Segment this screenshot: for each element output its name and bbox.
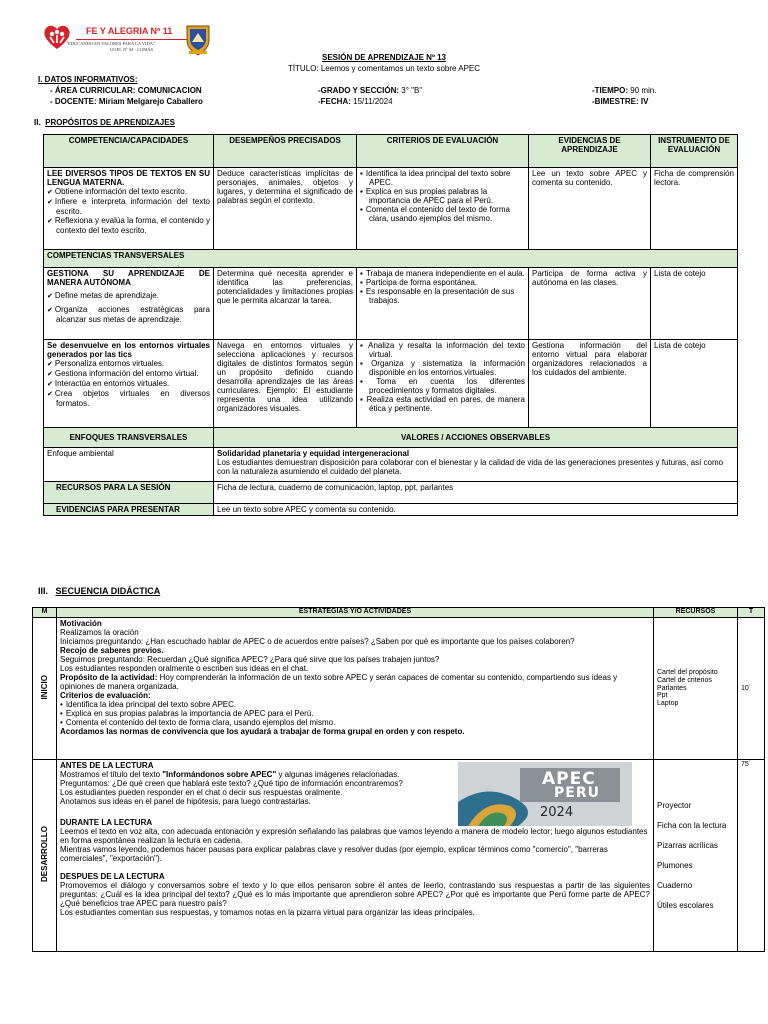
recurso-item: Laptop <box>657 700 679 708</box>
session-subtitle-text: Leemos y comentamos un texto sobre APEC <box>320 64 481 73</box>
antes-intro-title: "Informándonos sobre APEC" <box>162 770 277 780</box>
criterios-heading: Criterios de evaluación: <box>60 691 151 701</box>
enfoques-label: ENFOQUES TRANSVERSALES <box>44 428 214 448</box>
text-line: Anotamos sus ideas en el panel de hipótesis, para luego contrastarlas. <box>60 797 311 807</box>
propositos-table <box>43 134 738 516</box>
text-line: Leemos el texto en voz alta, con adecuada entonación y expresión señalando las palabras que vamos leyendo a manera de modelo lector; luego algunos estudiantes en forma espontánea realizan la lectura en cadena. <box>60 827 648 846</box>
recurso-item: Cartel de criterios <box>657 676 712 684</box>
col-instrumento: INSTRUMENTO DE EVALUACIÓN <box>651 135 738 168</box>
proposito-label: Propósito de la actividad: <box>60 673 158 683</box>
desarrollo-row <box>33 760 765 952</box>
secuencia-heading-text: SECUENCIA DIDÁCTICA <box>55 586 161 596</box>
inicio-tiempo: 10´ <box>738 618 765 760</box>
text-line: Seguimos preguntando: Recuerdan ¿Qué significa APEC? ¿Para qué sirve que los países trabajen juntos? <box>60 655 440 665</box>
secuencia-heading-num: III. <box>38 586 49 596</box>
text-line: Mientras vamos leyendo, podemos hacer pausas para explicar palabras clave y resolver dudas (por ejemplo, explicar términos como "comercio", "barreras comerciales", "exportación"). <box>60 845 608 864</box>
propositos-row-lectura <box>44 168 738 250</box>
col-criterios: CRITERIOS DE EVALUACIÓN <box>357 135 529 168</box>
desarrollo-tiempo: 75´ <box>738 760 765 952</box>
criterio-item: ▪ Toma en cuenta los diferentes procedimientos y formatos digitales. <box>360 377 525 395</box>
text-line: Los estudiantes comentan sus respuestas, y tomamos notas en la pizarra virtual para organizar las ideas principales. <box>60 908 475 918</box>
competencia-cell <box>44 168 214 250</box>
antes-heading: ANTES DE LA LECTURA <box>60 761 154 770</box>
criterio-item: • Identifica la idea principal del texto sobre APEC. <box>60 700 650 709</box>
school-heart-logo <box>42 22 72 52</box>
capacidad-item: ✔ Organiza acciones estratégicas para alcanzar sus metas de aprendizaje. <box>47 305 210 324</box>
proposito-paragraph <box>60 673 650 691</box>
criterio-item: ▪ Participa de forma espontánea. <box>360 278 525 287</box>
criterios-cell <box>357 340 529 428</box>
competencia-cell <box>44 268 214 340</box>
transversales-label-row <box>44 250 738 268</box>
motivacion-heading: Motivación <box>60 619 102 628</box>
competencia-title: LEE DIVERSOS TIPOS DE TEXTOS EN SU LENGUA MATERNA. <box>47 169 210 188</box>
col-recursos: RECURSOS <box>654 608 738 618</box>
capacidad-item: ✔ Personaliza entornos virtuales. <box>47 359 210 369</box>
recurso-item: Plumones <box>657 861 693 870</box>
antes-intro-post: y algunas imágenes relacionadas. <box>276 770 400 780</box>
criterio-item: • Explica en sus propias palabras la importancia de APEC para el Perú. <box>60 709 650 718</box>
evidencias-row <box>44 504 738 516</box>
text-line: Realizamos la oración <box>60 628 139 638</box>
enfoques-header-row <box>44 428 738 448</box>
col-evidencias: EVIDENCIAS DE APRENDIZAJE <box>529 135 651 168</box>
antes-intro-pre: Mostramos el título del texto <box>60 770 163 780</box>
valor-cell <box>214 448 738 482</box>
image-text-year: 2024 <box>540 805 574 820</box>
inicio-content <box>57 618 654 760</box>
inicio-label: INICIO <box>39 675 49 700</box>
evidencias-label: EVIDENCIAS PARA PRESENTAR <box>44 504 214 516</box>
criterio-item: ▪ Organiza y sistematiza la información disponible en los entornos virtuales. <box>360 359 525 377</box>
criterio-item: ▪ Analiza y resalta la información del texto virtual. <box>360 341 525 359</box>
recurso-item: Cartel del propósito <box>657 668 718 676</box>
propositos-row-tics <box>44 340 738 428</box>
docente: - DOCENTE: Miriam Melgarejo Caballero <box>50 97 203 106</box>
evidencia-cell: Gestiona información del entorno virtual para elaborar organizadores relacionados a los cuidados del ambiente. <box>529 340 651 428</box>
recurso-item: Útiles escolares <box>657 901 714 911</box>
criterio-item: ▪ Realiza esta actividad en pares, de manera ética y pertinente. <box>360 395 525 413</box>
bimestre-label: -BIMESTRE: <box>592 97 639 106</box>
session-subtitle <box>0 64 768 73</box>
grado-value: 3° "B" <box>401 86 423 95</box>
evidencia-cell: Participa de forma activa y autónoma en las clases. <box>529 268 651 340</box>
proposito-text: Hoy comprenderán la información de un texto sobre APEC y serán capaces de comentar su contenido, compartiendo sus ideas y opiniones de manera organizada. <box>60 673 618 692</box>
criterio-item: ▪ Explica en sus propias palabras la importancia de APEC para el Perú. <box>360 187 525 205</box>
secuencia-header-row <box>33 608 765 618</box>
competencia-title: GESTIONA SU APRENDIZAJE DE MANERA AUTÓNOMA <box>47 269 210 288</box>
datos-heading: I. DATOS INFORMATIVOS: <box>38 75 138 84</box>
transversales-label: COMPETENCIAS TRANSVERSALES <box>44 250 738 268</box>
capacidad-item: ✔ Infiere e interpreta información del texto escrito. <box>47 197 210 216</box>
logo-divider <box>76 39 196 40</box>
tiempo <box>592 86 656 95</box>
capacidades-list <box>47 187 210 235</box>
fecha-label: -FECHA: <box>318 97 351 106</box>
school-crest-logo <box>185 24 211 56</box>
text-line: Los estudiantes responden oralmente o escriben sus ideas en el chat. <box>60 664 309 674</box>
competencia-cell <box>44 340 214 428</box>
secuencia-heading <box>38 586 160 596</box>
despues-heading: DESPUES DE LA LECTURA <box>60 872 165 882</box>
capacidad-item: ✔ Define metas de aprendizaje. <box>47 291 210 301</box>
criterios-cell <box>357 168 529 250</box>
tiempo-label: -TIEMPO: <box>592 86 628 95</box>
area-curricular: - ÁREA CURRICULAR: COMUNICACION <box>50 86 202 95</box>
valor-text: Los estudiantes demuestran disposición para colaborar con el bienestar y la calidad de vida de las generaciones presentes y futuras, así como con la naturaleza asumiendo el cuidado del planeta. <box>217 458 724 477</box>
capacidad-item: ✔ Reflexiona y evalúa la forma, el contenido y contexto del texto escrito. <box>47 216 210 235</box>
image-text-apec: APEC <box>542 769 596 789</box>
text-line: Iniciamos preguntando: ¿Han escuchado hablar de APEC o de acuerdos entre países? ¿Saben por qué es importante que los países colaboren? <box>60 637 575 647</box>
recurso-item: Ficha con la lectura <box>657 820 727 830</box>
desarrollo-label-cell <box>33 760 57 952</box>
capacidad-item: ✔ Gestiona información del entorno virtual. <box>47 369 210 379</box>
normas-text: Acordamos las normas de convivencia que los ayudará a trabajar de forma grupal en orden y con respeto. <box>60 727 465 737</box>
enfoque-row <box>44 448 738 482</box>
instrumento-cell: Lista de cotejo <box>651 340 738 428</box>
valores-label: VALORES / ACCIONES OBSERVABLES <box>214 428 738 448</box>
criterio-item: ▪ Identifica la idea principal del texto sobre APEC. <box>360 169 525 187</box>
col-estrategias: ESTRATEGIAS Y/O ACTIVIDADES <box>57 608 654 618</box>
desarrollo-content <box>57 760 654 952</box>
desempeno-cell: Deduce características implícitas de personajes, animales, objetos y lugares, y determina el significado de palabras según el contexto. <box>214 168 357 250</box>
valor-title: Solidaridad planetaria y equidad intergeneracional <box>217 449 410 458</box>
secuencia-table <box>32 607 765 952</box>
col-competencia: COMPETENCIA/CAPACIDADES <box>44 135 214 168</box>
school-name: FE Y ALEGRIA Nº 11 <box>86 26 173 36</box>
school-ugel: UGEL Nº 04 - COMAS <box>110 47 153 52</box>
recursos-row <box>44 482 738 504</box>
image-text-peru: PERU <box>554 785 600 801</box>
evidencia-cell: Lee un texto sobre APEC y comenta su contenido. <box>529 168 651 250</box>
apec-peru-2024-image <box>458 762 632 826</box>
col-momento: M <box>33 608 57 618</box>
criterio-item: ▪ Trabaja de manera independiente en el aula. <box>360 269 525 278</box>
instrumento-cell: Lista de cotejo <box>651 268 738 340</box>
bimestre-value: IV <box>640 97 649 106</box>
recurso-item: Pizarras acrílicas <box>657 840 718 850</box>
propositos-heading <box>34 118 175 127</box>
grado-label: -GRADO Y SECCIÓN: <box>318 86 400 95</box>
propositos-header-row <box>44 135 738 168</box>
text-line: Los estudiantes pueden responder en el chat o decir sus respuestas oralmente. <box>60 788 343 798</box>
recurso-item: Ppt <box>657 692 668 700</box>
evidencias-cell: Lee un texto sobre APEC y comenta su contenido. <box>214 504 738 516</box>
propositos-row-gestiona <box>44 268 738 340</box>
col-desempenos: DESEMPEÑOS PRECISADOS <box>214 135 357 168</box>
text-line: Preguntamos: ¿De qué creen que hablará este texto? ¿Qué tipo de información encontraremos? <box>60 779 403 789</box>
recurso-item: Parlantes <box>657 684 687 692</box>
inicio-label-cell <box>33 618 57 760</box>
durante-heading: DURANTE LA LECTURA <box>60 818 153 828</box>
propositos-heading-num: II. <box>34 118 41 127</box>
inicio-row <box>33 618 765 760</box>
fecha <box>318 97 393 106</box>
desarrollo-label: DESARROLLO <box>39 826 49 883</box>
criterio-item: ▪ Es responsable en la presentación de sus trabajos. <box>360 287 525 305</box>
school-motto: "EDUCANDO EN VALORES PARA LA VIDA" <box>66 41 155 46</box>
tiempo-value: 90 min. <box>630 86 657 95</box>
criterios-cell <box>357 268 529 340</box>
competencia-title: Se desenvuelve en los entornos virtuales generados por las tics <box>47 341 210 360</box>
session-title: SESIÓN DE APRENDIZAJE Nº 13 <box>322 53 446 62</box>
desempeno-cell: Determina qué necesita aprender e identifica las preferencias, potencialidades y limitaciones propias que le permita alcanzar la tarea. <box>214 268 357 340</box>
recursos-cell: Ficha de lectura, cuaderno de comunicación, laptop, ppt, parlantes <box>214 482 738 504</box>
col-tiempo: T <box>738 608 765 618</box>
desarrollo-recursos <box>654 760 738 952</box>
text-line: Promovemos el diálogo y conversamos sobre el texto y lo que ellos pensaron sobre él antes de leerlo, contrastando sus respuestas a partir de las siguientes preguntas: ¿Cuál es la idea principal del texto? ¿Qué es lo más importante que aprendieron sobre APEC? ¿Por qué es importante que Perú forme parte de APEC? ¿Qué beneficios trae APEC para nuestro país? <box>60 881 650 909</box>
capacidad-item: ✔ Interactúa en entornos virtuales. <box>47 379 210 389</box>
recurso-item: Proyector <box>657 800 692 810</box>
instrumento-cell: Ficha de comprensión lectora. <box>651 168 738 250</box>
desempeno-cell: Navega en entornos virtuales y selecciona aplicaciones y recursos digitales de distintos formatos según un propósito definido cuando desarrolla aprendizajes de las áreas curriculares. Ejemplo: El estudiante representa una idea utilizando organizadores visuales. <box>214 340 357 428</box>
grado-seccion <box>318 86 422 95</box>
propositos-heading-text: PROPÓSITOS DE APRENDIZAJES <box>45 118 175 127</box>
fecha-value: 15/11/2024 <box>353 97 393 106</box>
inicio-recursos <box>654 618 738 760</box>
recursos-label: RECURSOS PARA LA SESIÓN <box>44 482 214 504</box>
session-subtitle-label: TÍTULO: <box>287 64 319 73</box>
saberes-heading: Recojo de saberes previos. <box>60 646 164 656</box>
bimestre <box>592 97 648 106</box>
capacidad-item: ✔ Obtiene información del texto escrito. <box>47 187 210 197</box>
criterio-item: • Comenta el contenido del texto de forma clara, usando ejemplos del mismo. <box>60 718 650 727</box>
criterios-list <box>60 700 650 727</box>
capacidad-item: ✔ Crea objetos virtuales en diversos formatos. <box>47 389 210 408</box>
recurso-item: Cuaderno <box>657 881 693 891</box>
criterio-item: ▪ Comenta el contenido del texto de forma clara, usando ejemplos del mismo. <box>360 205 525 223</box>
enfoque-cell: Enfoque ambiental <box>44 448 214 482</box>
